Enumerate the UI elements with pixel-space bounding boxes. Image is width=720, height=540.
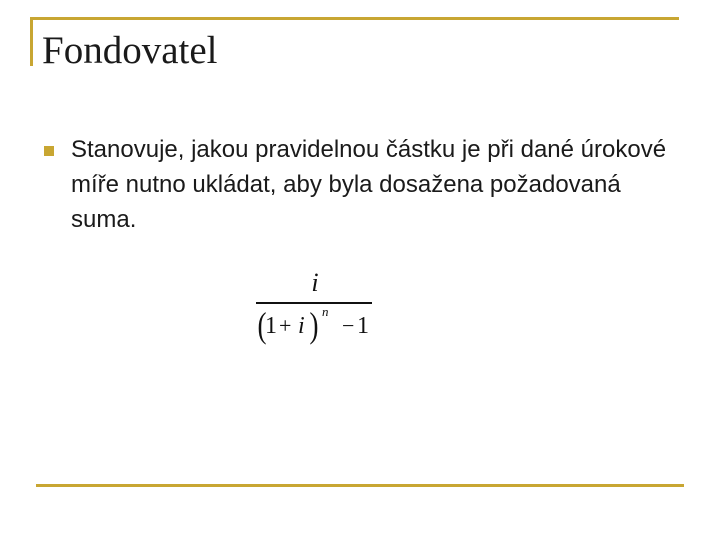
formula-plus: + <box>279 313 292 338</box>
formula <box>256 268 374 344</box>
formula-exponent: n <box>322 304 329 319</box>
bottom-rule <box>36 484 684 487</box>
fraction-bar <box>256 302 372 304</box>
formula-close-paren: ) <box>309 305 319 345</box>
frame-top-line <box>30 17 679 20</box>
formula-one: 1 <box>265 313 277 339</box>
bullet-text: Stanovuje, jakou pravidelnou částku je při dané úrokové míře nutno ukládat, aby byla dosažena požadovaná suma. <box>71 136 667 233</box>
bullet-marker-icon <box>44 146 54 156</box>
formula-minus-one: 1 <box>357 313 369 339</box>
formula-denominator <box>256 304 374 345</box>
formula-minus: − <box>342 313 355 338</box>
formula-var-i: i <box>298 313 305 339</box>
formula-open-paren: ( <box>257 305 267 345</box>
slide-title: Fondovatel <box>42 29 218 72</box>
frame-left-line <box>30 17 33 66</box>
formula-numerator: i <box>311 268 319 297</box>
